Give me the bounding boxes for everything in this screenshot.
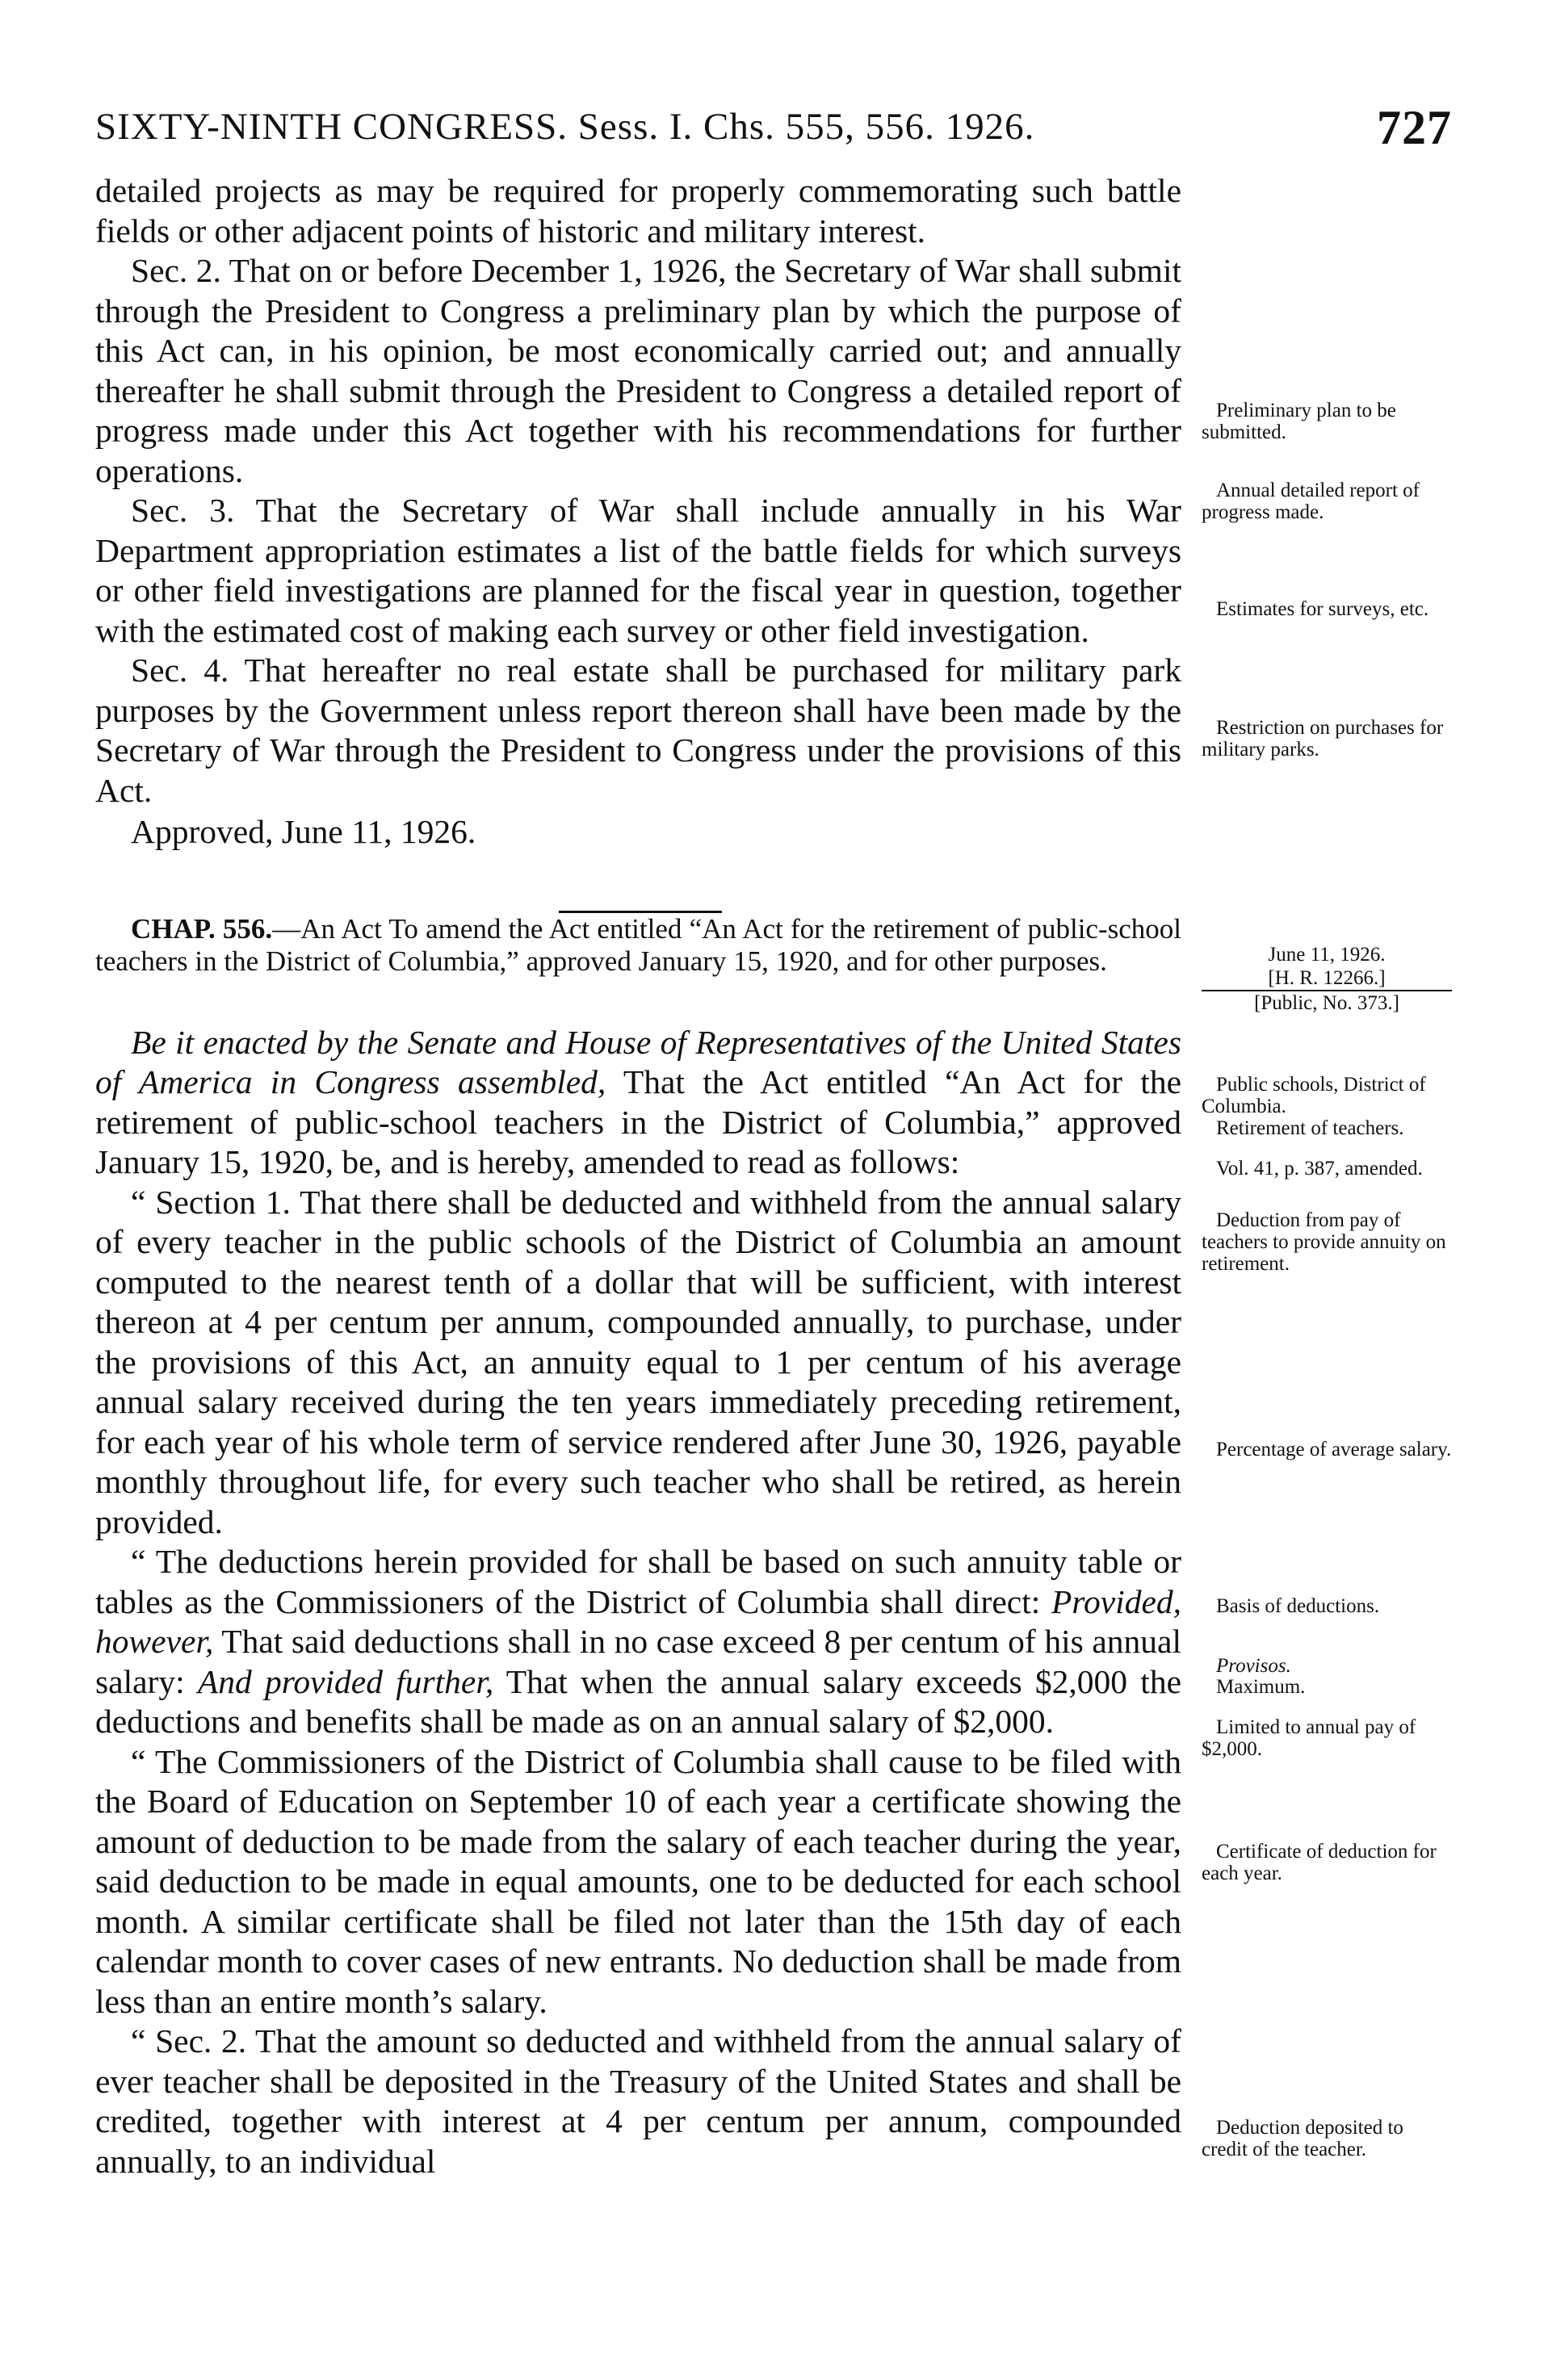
chapter-555-continuation: detailed projects as may be required for properly commemorating such battle fields or other adjacent points of historic and military interest. (95, 172, 1181, 249)
commissioners-paragraph: “ The Commissioners of the District of Columbia shall cause to be filed with the Board of Education on September 10 of each year a certificate showing the amount of deduction to be made from the salary of each teacher during the year, said deduction to be made in equal amounts, one to be deducted for each school month. A similar certificate shall be filed not later than the 15th day of each calendar month to cover cases of new entrants. No deduction shall be made from less than an entire month’s salary. (95, 1742, 1181, 2020)
margin-note-estimates: Estimates for surveys, etc. (1216, 598, 1429, 620)
margin-note-limited: Limited to annual pay of $2,000. (1202, 1716, 1416, 1760)
deductions-text-b: That said deductions shall in no case exceed 8 per centum of his annual salary: (95, 1623, 1181, 1700)
proviso-however: Provided, however, (95, 1582, 1181, 1660)
margin-note-annual-report: Annual detailed report of progress made. (1202, 480, 1420, 523)
deductions-text-c: That when the annual salary exceeds $2,000 the deductions and benefits shall be made as on an annual salary of $2,000. (95, 1662, 1181, 1740)
margin-note-deduction-from-pay: Deduction from pay of teachers to provide annuity on retirement. (1202, 1209, 1446, 1275)
chapter-555-section-2: Sec. 2. That on or before December 1, 1926, the Secretary of War shall submit through the President to Congress a preliminary plan by which the purpose of this Act can, in his opinion, be most economically carried out; and annually thereafter he shall submit through the President to Congress a detailed report of progress made under this Act together with his recommendations for further operations. (95, 252, 1181, 489)
margin-note-preliminary-plan: Preliminary plan to be submitted. (1202, 400, 1396, 443)
section-1-label: “ Section 1. (131, 1183, 291, 1221)
bill-date: June 11, 1926. (1268, 944, 1386, 966)
margin-note-restriction: Restriction on purchases for military parks. (1202, 717, 1444, 761)
margin-note-public-schools: Public schools, District of Columbia. (1202, 1074, 1426, 1117)
bill-hr-number: [H. R. 12266.] (1202, 966, 1452, 991)
amended-section-2: “ Sec. 2. That the amount so deducted and withheld from the annual salary of ever teacher shall be deposited in the Treasury of the United States and shall be credited, together with interest at 4 per centum per annum, compounded annually, to an individual (95, 2022, 1181, 2180)
margin-note-provisos (1202, 1655, 1452, 1677)
enacting-clause-rest: That the Act entitled “An Act for the retirement of public-school teachers in the District of Columbia,” approved January 15, 1920, be, and is hereby, amended to read as follows: (95, 1063, 1181, 1180)
chapter-556-title: —An Act To amend the Act entitled “An Act for the retirement of public-school teachers in the District of Columbia,” approved January 15, 1920, and for other purposes. (95, 912, 1181, 977)
section-1-text: That there shall be deducted and withheld from the annual salary of every teacher in the public schools of the District of Columbia an amount computed to the nearest tenth of a dollar that will be sufficient, with interest thereon at 4 per centum per annum, compounded annually, to purchase, under the provisions of this Act, an annuity equal to 1 per centum of his average annual salary received during the ten years immediately preceding retirement, for each year of his whole term of service rendered after June 30, 1926, payable monthly throughout life, for every such teacher who shall be retired, as herein provided. (95, 1183, 1181, 1540)
margin-note-retirement: Retirement of teachers. (1216, 1117, 1404, 1139)
provisos-label: Provisos. (1216, 1655, 1291, 1677)
approval-line: Approved, June 11, 1926. (131, 813, 476, 850)
chapter-555-section-4: Sec. 4. That hereafter no real estate shall be purchased for military park purposes by the Government unless report thereon shall have been made by the Secretary of War through the President to Congress under the provisions of this Act. (95, 652, 1181, 809)
bill-info (1202, 943, 1452, 1015)
chapter-556-heading (95, 913, 1181, 978)
enacting-clause-italic: Be it enacted by the Senate and House of Representatives of the United States of America in Congress assembled, (95, 1023, 1181, 1100)
margin-note-maximum: Maximum. (1216, 1676, 1306, 1698)
margin-note-percentage: Percentage of average salary. (1216, 1439, 1452, 1460)
margin-note-certificate: Certificate of deduction for each year. (1202, 1841, 1437, 1884)
page-number: 727 (1377, 101, 1452, 154)
chapter-556-label: CHAP. 556. (131, 912, 273, 945)
bill-public-number: [Public, No. 373.] (1254, 992, 1399, 1014)
proviso-further: And provided further, (197, 1662, 494, 1700)
running-header (95, 97, 1452, 161)
deductions-paragraph (95, 1542, 1181, 1742)
margin-note-vol: Vol. 41, p. 387, amended. (1216, 1158, 1423, 1180)
margin-note-basis: Basis of deductions. (1216, 1595, 1380, 1617)
amended-section-1 (95, 1183, 1181, 1543)
chapter-555-section-3: Sec. 3. That the Secretary of War shall include annually in his War Department appropriation estimates a list of the battle fields for which surveys or other field investigations are planned for the fiscal year in question, together with the estimated cost of making each survey or other field investigation. (95, 492, 1181, 649)
margin-note-deduction-deposited: Deduction deposited to credit of the teacher. (1202, 2117, 1403, 2160)
deductions-text-a: “ The deductions herein provided for shall be based on such annuity table or tables as the Commissioners of the District of Columbia shall direct: (95, 1543, 1181, 1620)
header-title: SIXTY-NINTH CONGRESS. Sess. I. Chs. 555, 556. 1926. (95, 106, 1035, 148)
main-text-column (95, 171, 1181, 2181)
enacting-clause (95, 1023, 1181, 1183)
